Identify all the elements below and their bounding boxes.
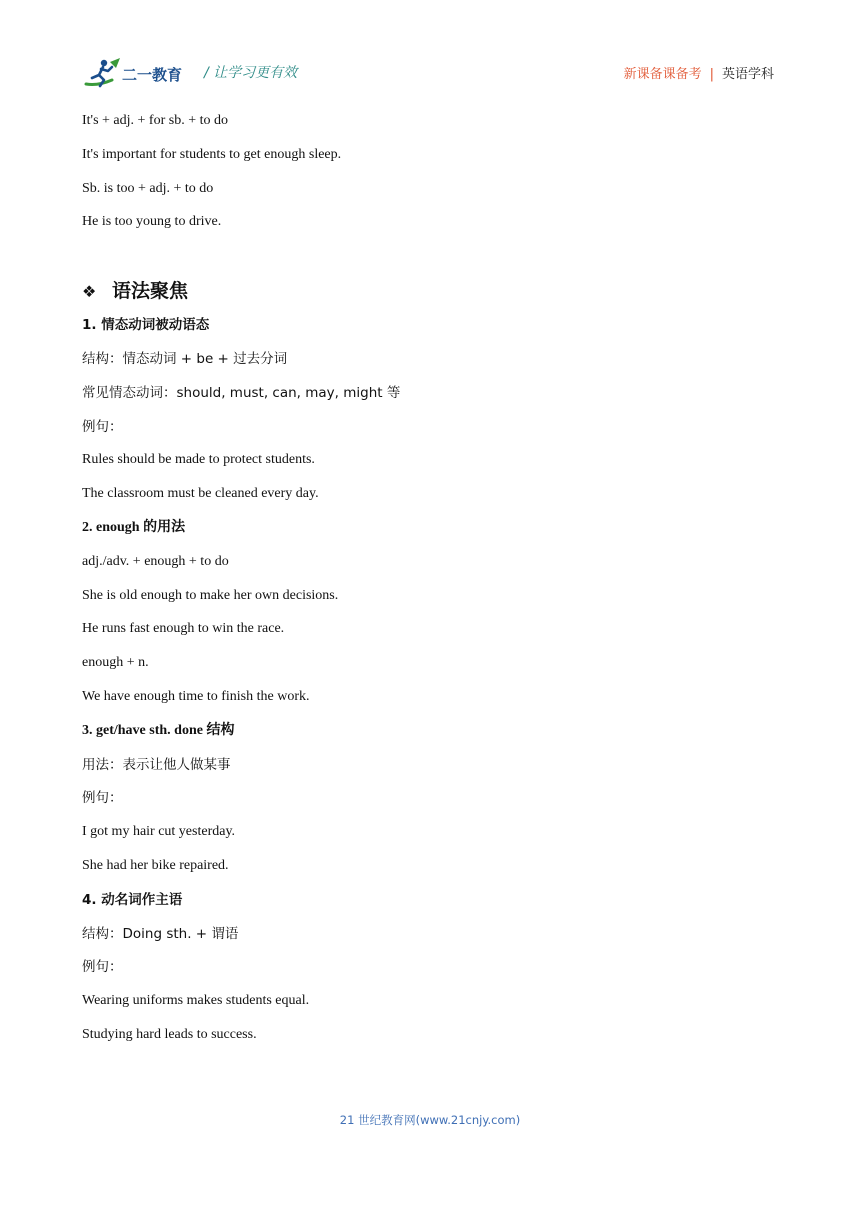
example-line: Rules should be made to protect students. (82, 452, 315, 468)
pattern-line: It's + adj. + for sb. + to do (82, 113, 228, 128)
example-line: He is too young to drive. (82, 214, 222, 230)
brand-logo (82, 56, 192, 90)
example-label: 例句： (82, 959, 123, 976)
example-line: Studying hard leads to success. (82, 1026, 257, 1042)
example-label: 例句： (82, 790, 123, 807)
section-heading-text: 语法聚焦 (112, 280, 189, 303)
example-line: I got my hair cut yesterday. (82, 824, 236, 840)
diamond-bullet-icon: ❖ (82, 282, 97, 302)
logo-text: 二一教育 (122, 66, 183, 84)
course-label: 新课备课备考 (623, 67, 702, 82)
grammar-point-title: 4. 动名词作主语 (82, 891, 183, 908)
grammar-point-title: 1. 情态动词被动语态 (82, 317, 210, 334)
example-line: It's important for students to get enough sleep. (82, 146, 342, 162)
structure-line: 结构：情态动词 + be + 过去分词 (82, 350, 288, 367)
example-line: The classroom must be cleaned every day. (82, 486, 319, 502)
example-line: She had her bike repaired. (82, 857, 229, 873)
structure-line: 结构：Doing sth. + 谓语 (82, 925, 239, 942)
note-line: 常见情态动词：should, must, can, may, might 等 (82, 384, 401, 401)
pattern-line: adj./adv. + enough + to do (82, 553, 229, 569)
header-slogan: / 让学习更有效 (204, 65, 298, 81)
section-heading (82, 276, 782, 306)
section-spacer (82, 246, 782, 276)
grammar-point-title: 2. enough 的用法 (82, 519, 186, 535)
example-label: 例句： (82, 418, 123, 435)
running-figure-logo-icon (82, 56, 126, 90)
page-footer: 21 世纪教育网(www.21cnjy.com) (339, 1113, 521, 1127)
page-header (82, 56, 774, 90)
example-line: Wearing uniforms makes students equal. (82, 993, 310, 1009)
pattern-line: Sb. is too + adj. + to do (82, 180, 214, 196)
example-line: We have enough time to finish the work. (82, 688, 310, 704)
example-line: She is old enough to make her own decisions. (82, 587, 339, 603)
subject-label: 英语学科 (721, 67, 774, 82)
pattern-line: enough + n. (82, 655, 149, 671)
header-course-info (624, 63, 774, 82)
grammar-point-title: 3. get/have sth. done 结构 (82, 722, 235, 738)
usage-line: 用法：表示让他人做某事 (82, 756, 231, 773)
header-separator: | (709, 67, 714, 82)
document-body (82, 111, 782, 1059)
example-line: He runs fast enough to win the race. (82, 621, 285, 637)
